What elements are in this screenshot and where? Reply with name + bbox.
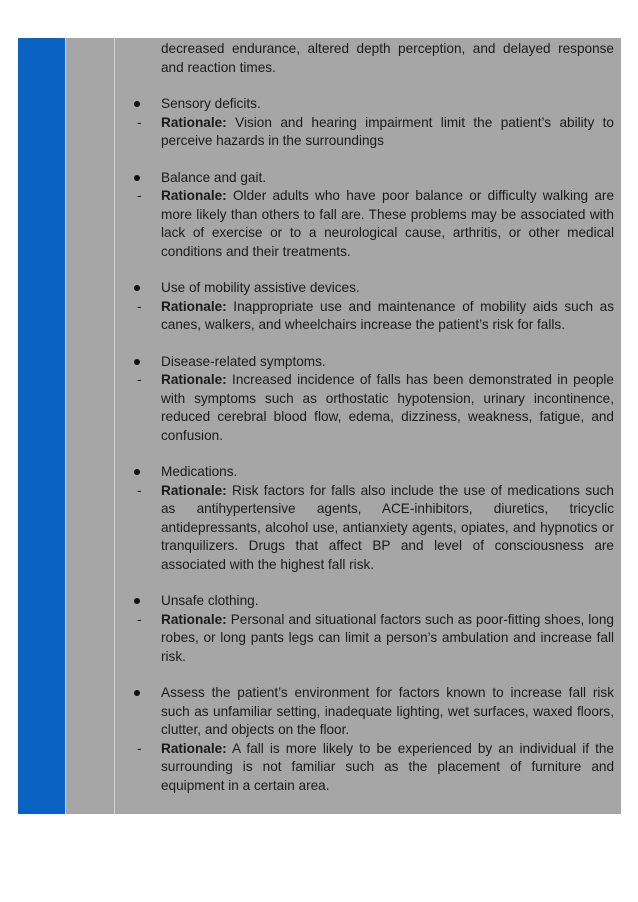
rationale-text: Vision and hearing impairment limit the patient’s ability to perceive hazards in the surroundings [161,114,614,148]
factor-row [134,592,614,611]
rationale-text: A fall is more likely to be experienced by an individual if the surrounding is not familiar such as the placement of furniture and equipment in a certain area. [161,740,614,793]
interventions-column [114,38,621,814]
intervention-list [134,95,614,795]
factor-text: Use of mobility assistive devices. [161,280,360,295]
rationale-label: Rationale: [161,740,227,756]
rationale-label: Rationale: [161,372,227,387]
dash-marker: - [137,298,142,314]
factor-text: Medications. [161,464,238,479]
rationale-row [134,187,614,261]
intervention-item [134,169,614,262]
factor-row [134,95,614,114]
dash-marker: - [137,482,142,498]
factor-row [134,279,614,298]
rationale-text: Older adults who have poor balance or difficulty walking are more likely than others to fall are. These problems may be associated with lack of exercise or to a neurological cause, arthritis, or other medical conditions and their treatments. [161,188,614,259]
intervention-item [134,95,614,151]
factor-text: Unsafe clothing. [161,593,259,608]
factor-row [134,463,614,482]
factor-text: Sensory deficits. [161,96,261,111]
rationale-row [134,114,614,151]
bullet-icon [134,469,140,475]
intervention-item [134,463,614,574]
intro-continuation-text: decreased endurance, altered depth perception, and delayed response and reaction times. [161,41,614,75]
rationale-row [134,371,614,445]
dash-marker: - [137,188,142,203]
intervention-item [134,353,614,446]
rationale-label: Rationale: [161,298,227,314]
factor-text: Assess the patient’s environment for factors known to increase fall risk such as unfamiliar setting, inadequate lighting, wet surfaces, waxed floors, clutter, and objects on the floor. [161,685,614,737]
factor-text: Disease-related symptoms. [161,353,326,369]
factor-text: Balance and gait. [161,169,267,185]
bullet-icon [134,598,140,604]
rationale-text: Inappropriate use and maintenance of mobility aids such as canes, walkers, and wheelchairs increase the patient’s risk for falls. [161,298,614,332]
bullet-icon [134,101,140,107]
rationale-row [134,740,614,796]
factor-row [134,353,614,372]
diagnosis-column [18,38,65,814]
intervention-item [134,684,614,795]
bullet-icon [134,175,140,181]
dash-marker: - [137,372,142,387]
intervention-item [134,279,614,335]
rationale-label: Rationale: [161,188,227,203]
rationale-text: Risk factors for falls also include the use of medications such as antihypertensive agents, ACE-inhibitors, diuretics, tricyclic antidepressants, alcohol use, antianxiety agents, opiates, and hypnotics or tranquilizers. Drugs that affect BP and level of consciousness are associated with the highest fall risk. [161,482,614,572]
rationale-label: Rationale: [161,611,227,627]
rationale-row [134,482,614,575]
rationale-label: Rationale: [161,482,227,498]
care-plan-table [18,38,621,814]
rationale-label: Rationale: [161,114,227,130]
bullet-icon [134,359,140,365]
rationale-row [134,611,614,667]
intervention-item [134,592,614,666]
rationale-row [134,298,614,335]
rationale-text: Personal and situational factors such as poor-fitting shoes, long robes, or long pants legs can limit a person’s ambulation and increase fall risk. [161,611,614,664]
factor-row [134,169,614,188]
factor-row [134,684,614,740]
bullet-icon [134,285,140,291]
bullet-icon [134,690,140,696]
goal-column [65,38,114,814]
dash-marker: - [137,740,142,756]
rationale-text: Increased incidence of falls has been demonstrated in people with symptoms such as orthostatic hypotension, urinary incontinence, reduced cerebral blood flow, edema, dizziness, weakness, fatigue, and confusion. [161,372,614,443]
dash-marker: - [137,611,142,627]
dash-marker: - [137,114,142,130]
